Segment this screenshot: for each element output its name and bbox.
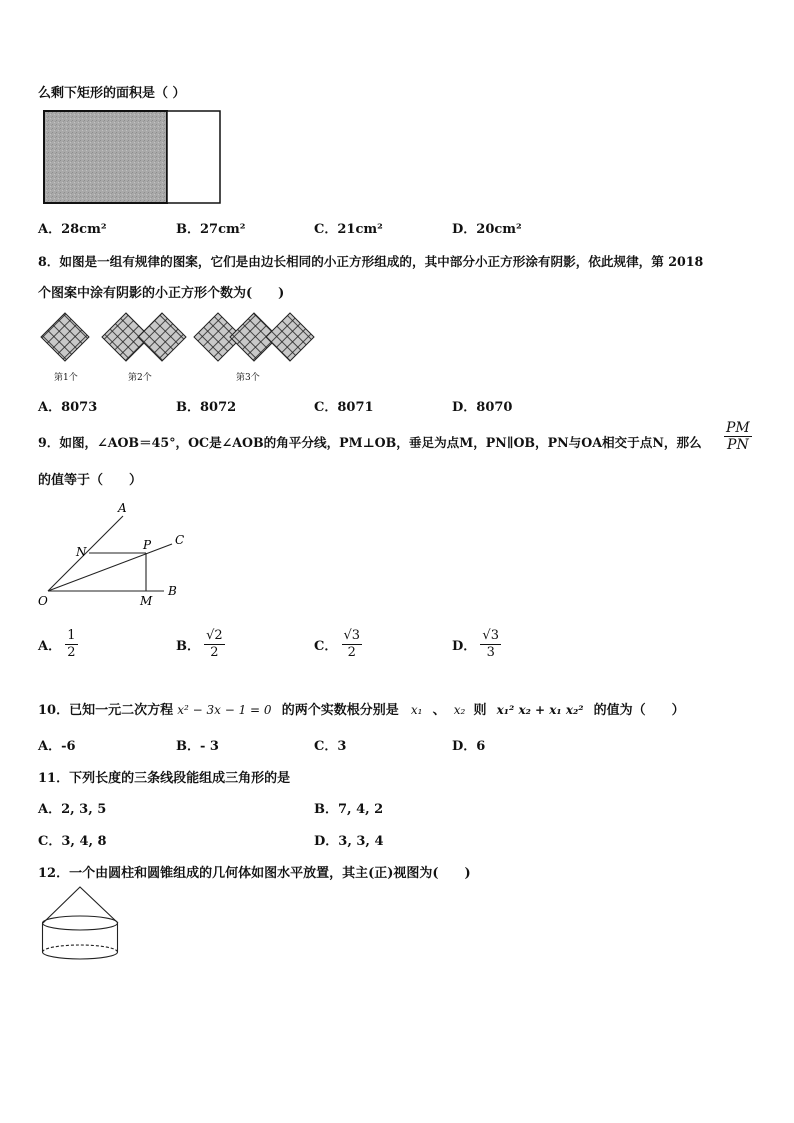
q8-pattern-2 (102, 313, 186, 361)
q10-stem (38, 699, 685, 718)
q10-prefix: 10．已知一元二次方程 (38, 703, 174, 718)
q8-option-c[interactable]: C．8071 (314, 400, 374, 415)
q10-root2: x₂ (453, 703, 466, 717)
q10-root1: x₁ (410, 703, 423, 717)
q10-separator: 、 (432, 703, 446, 718)
q9-label-o: O (38, 594, 48, 608)
q9-label-c: C (175, 533, 185, 547)
q8-option-b[interactable]: B．8072 (176, 400, 237, 415)
q7-option-b[interactable]: B．27cm² (176, 222, 246, 237)
q9-ray-oc (48, 544, 172, 591)
q8-option-a[interactable]: A．8073 (38, 400, 98, 415)
q7-option-c[interactable]: C．21cm² (314, 222, 383, 237)
q9-ratio-numerator: PM (726, 420, 750, 436)
q9-option-a[interactable] (38, 628, 78, 661)
q12-solid-figure (38, 884, 128, 964)
q10-equation: x² − 3x − 1 = 0 (177, 703, 272, 717)
q9-stem-line2: 的值等于（ ） (38, 473, 143, 488)
q9-option-d-den: 3 (486, 645, 495, 660)
q12-top-ellipse (43, 916, 118, 930)
q10-option-d[interactable]: D．6 (452, 739, 486, 754)
q8-caption-3: 第3个 (236, 373, 260, 383)
q9-option-c-num: √3 (343, 628, 361, 643)
q9-option-c[interactable] (314, 628, 362, 661)
q9-option-a-num: 1 (67, 628, 76, 643)
q11-option-a[interactable]: A．2, 3, 5 (38, 802, 107, 817)
q7-shaded-square (44, 111, 167, 203)
q8-option-d[interactable]: D．8070 (452, 400, 513, 415)
q9-label-n: N (76, 545, 87, 559)
q9-option-d[interactable] (452, 628, 501, 661)
q11-option-c[interactable]: C．3, 4, 8 (38, 834, 107, 849)
q8-caption-1: 第1个 (54, 373, 78, 383)
q10-middle: 的两个实数根分别是 (281, 703, 399, 718)
q9-option-a-den: 2 (67, 645, 76, 660)
q10-expression: x₁² x₂ + x₁ x₂² (496, 703, 584, 717)
q9-label-m: M (140, 594, 153, 608)
q9-label-p: P (143, 538, 152, 552)
q9-label-b: B (168, 584, 177, 598)
q11-option-d[interactable]: D．3, 3, 4 (314, 834, 384, 849)
q10-option-b[interactable]: B．- 3 (176, 739, 219, 754)
q9-option-b[interactable] (176, 628, 225, 661)
q11-stem: 11．下列长度的三条线段能组成三角形的是 (38, 771, 291, 786)
q8-pattern-3 (194, 313, 314, 361)
q8-pattern-1 (41, 313, 89, 361)
q11-option-b[interactable]: B．7, 4, 2 (314, 802, 384, 817)
q9-label-a: A (118, 501, 127, 515)
q7-stem: 么剩下矩形的面积是（ ） (38, 86, 186, 101)
q8-pattern-figure (38, 310, 318, 370)
q8-stem-line1: 8．如图是一组有规律的图案，它们是由边长相同的小正方形组成的，其中部分小正方形涂有阴影，依此规律，第 2018 (38, 254, 704, 269)
q10-suffix: 的值为（ ） (593, 703, 685, 718)
q9-option-a-letter: A． (38, 639, 62, 654)
q7-rectangle-figure (40, 108, 230, 208)
q9-stem-line1: 9．如图，∠AOB＝45°，OC是∠AOB的角平分线，PM⊥OB，垂足为点M，PN∥OB，PN与OA相交于点N，那么 (38, 435, 702, 450)
q9-ratio-denominator: PN (727, 437, 749, 453)
q9-option-b-num: √2 (206, 628, 223, 643)
q9-option-b-letter: B． (176, 639, 200, 654)
q7-option-d[interactable]: D．20cm² (452, 222, 522, 237)
q10-option-c[interactable]: C．3 (314, 739, 347, 754)
q9-option-c-letter: C． (314, 639, 338, 654)
q8-caption-2: 第2个 (128, 373, 152, 383)
q9-option-b-den: 2 (210, 645, 219, 660)
q10-option-a[interactable]: A．-6 (38, 739, 76, 754)
q8-stem-line2: 个图案中涂有阴影的小正方形个数为( ) (38, 286, 285, 301)
q9-geometry-figure (34, 498, 194, 610)
q7-option-a[interactable]: A．28cm² (38, 222, 107, 237)
q9-option-d-num: √3 (482, 628, 499, 643)
q12-stem: 12．一个由圆柱和圆锥组成的几何体如图水平放置，其主(正)视图为( ) (38, 866, 471, 881)
q9-ratio-fraction (724, 420, 752, 453)
q7-remaining-rect (167, 111, 220, 203)
q10-then: 则 (473, 703, 487, 718)
q12-bottom-ellipse-back (43, 945, 118, 952)
q9-option-d-letter: D． (452, 639, 477, 654)
q12-bottom-ellipse-front (43, 952, 118, 959)
q9-option-c-den: 2 (347, 645, 356, 660)
